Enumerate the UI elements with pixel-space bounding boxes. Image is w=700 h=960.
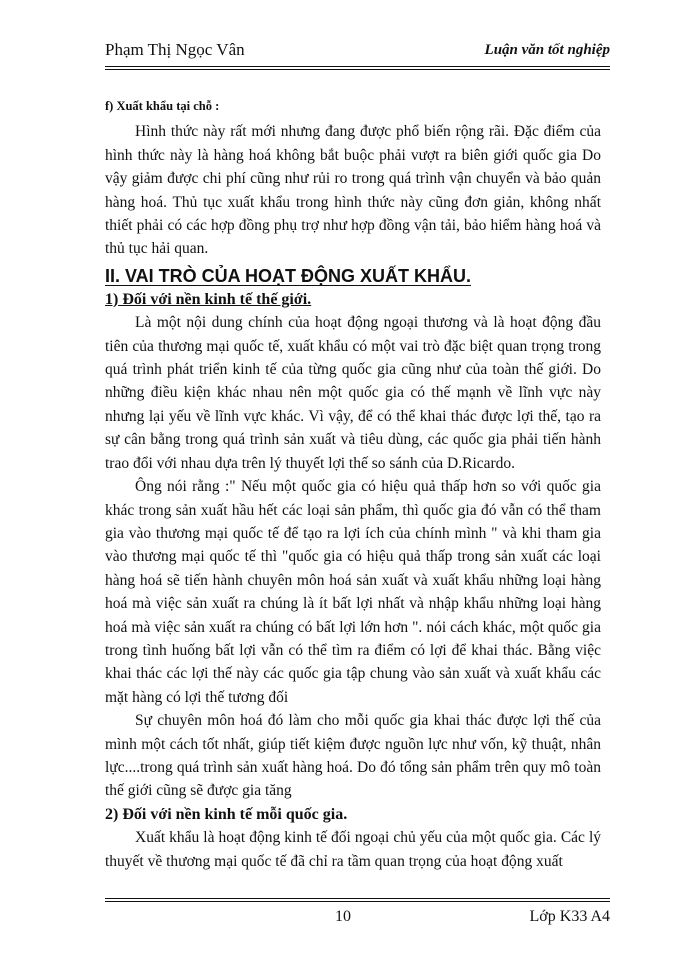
paragraph-1: Hình thức này rất mới nhưng đang được phổ biến rộng rãi. Đặc điểm của hình thức này là hàng hoá không bắt buộc phải vượt ra biên giới quốc gia Do vậy giảm được chi phí cũng như rủi ro trong quá trình vận chuyển và bảo quản hàng hoá. Thủ tục xuất khẩu trong hình thức này cũng đơn giản, không nhất thiết phải có các hợp đồng phụ trợ như hợp đồng vận tải, bảo hiểm hàng hoá và thủ tục hải quan. [105,123,601,258]
subheading-2: 2) Đối với nền kinh tế mỗi quốc gia. [105,805,348,823]
header-doc-type: Luận văn tốt nghiệp [484,42,610,58]
subheading-f: f) Xuất khẩu tại chỗ : [105,99,220,113]
section-title-2: II. VAI TRÒ CỦA HOẠT ĐỘNG XUẤT KHẨU. [105,265,471,286]
page-number: 10 [335,908,351,925]
paragraph-3: Ông nói rằng :" Nếu một quốc gia có hiệu quả thấp hơn so với quốc gia khác trong sản xuất hầu hết các loại sản phẩm, thì quốc gia đó vẫn có thể tham gia vào thương mại quốc tế để tạo ra lợi ích của chính mình " và khi tham gia vào thương mại quốc tế thì "quốc gia có hiệu quả thấp trong sản xuất các loại hàng hoá sẽ tiến hành chuyên môn hoá sản xuất và xuất khẩu những loại hàng hoá mà việc sản xuất ra chúng là ít bất lợi nhất và nhập khẩu những loại hàng hoá mà việc sản xuất ra chúng có bất lợi lớn hơn ". nói cách khác, một quốc gia trong tình huống bất lợi vẫn có thể tìm ra điểm có lợi để khai thác. Bằng việc khai thác các lợi thế này các quốc gia tập chung vào sản xuất và xuất khẩu các mặt hàng có lợi thế tương đối [105,478,601,706]
paragraph-4: Sự chuyên môn hoá đó làm cho mỗi quốc gia khai thác được lợi thế của mình một cách tốt nhất, giúp tiết kiệm được nguồn lực như vốn, kỹ thuật, nhân lực....trong quá trình sản xuất hàng hoá. Do đó tổng sản phẩm trên quy mô toàn thế giới cũng sẽ được gia tăng [105,712,601,800]
header-rule [105,66,610,67]
paragraph-2: Là một nội dung chính của hoạt động ngoại thương và là hoạt động đầu tiên của thương mại quốc tế, xuất khẩu có một vai trò đặc biệt quan trọng trong quá trình phát triển kinh tế của từng quốc gia cũng như của toàn thế giới. Do những điều kiện khác nhau nên một quốc gia có thế mạnh về lĩnh vực này nhưng lại yếu về lĩnh vực khác. Vì vậy, để có thể khai thác được lợi thế, tạo ra sự cân bằng trong quá trình sản xuất và tiêu dùng, các quốc gia phải tiến hành trao đổi với nhau dựa trên lý thuyết lợi thế so sánh của D.Ricardo. [105,314,601,472]
header-author: Phạm Thị Ngọc Vân [105,40,245,59]
page-footer [105,898,610,938]
footer-rule-thin [105,901,610,902]
paragraph-5: Xuất khẩu là hoạt động kinh tế đối ngoại chủ yếu của một quốc gia. Các lý thuyết về thương mại quốc tế đã chỉ ra tầm quan trọng của hoạt động xuất [105,829,601,870]
header-rule-thin [105,69,610,70]
subheading-1: 1) Đối với nền kinh tế thế giới. [105,290,312,308]
footer-rule [105,898,610,899]
page-header [105,38,610,64]
page-body [105,95,601,873]
footer-class-label: Lớp K33 A4 [529,908,610,925]
